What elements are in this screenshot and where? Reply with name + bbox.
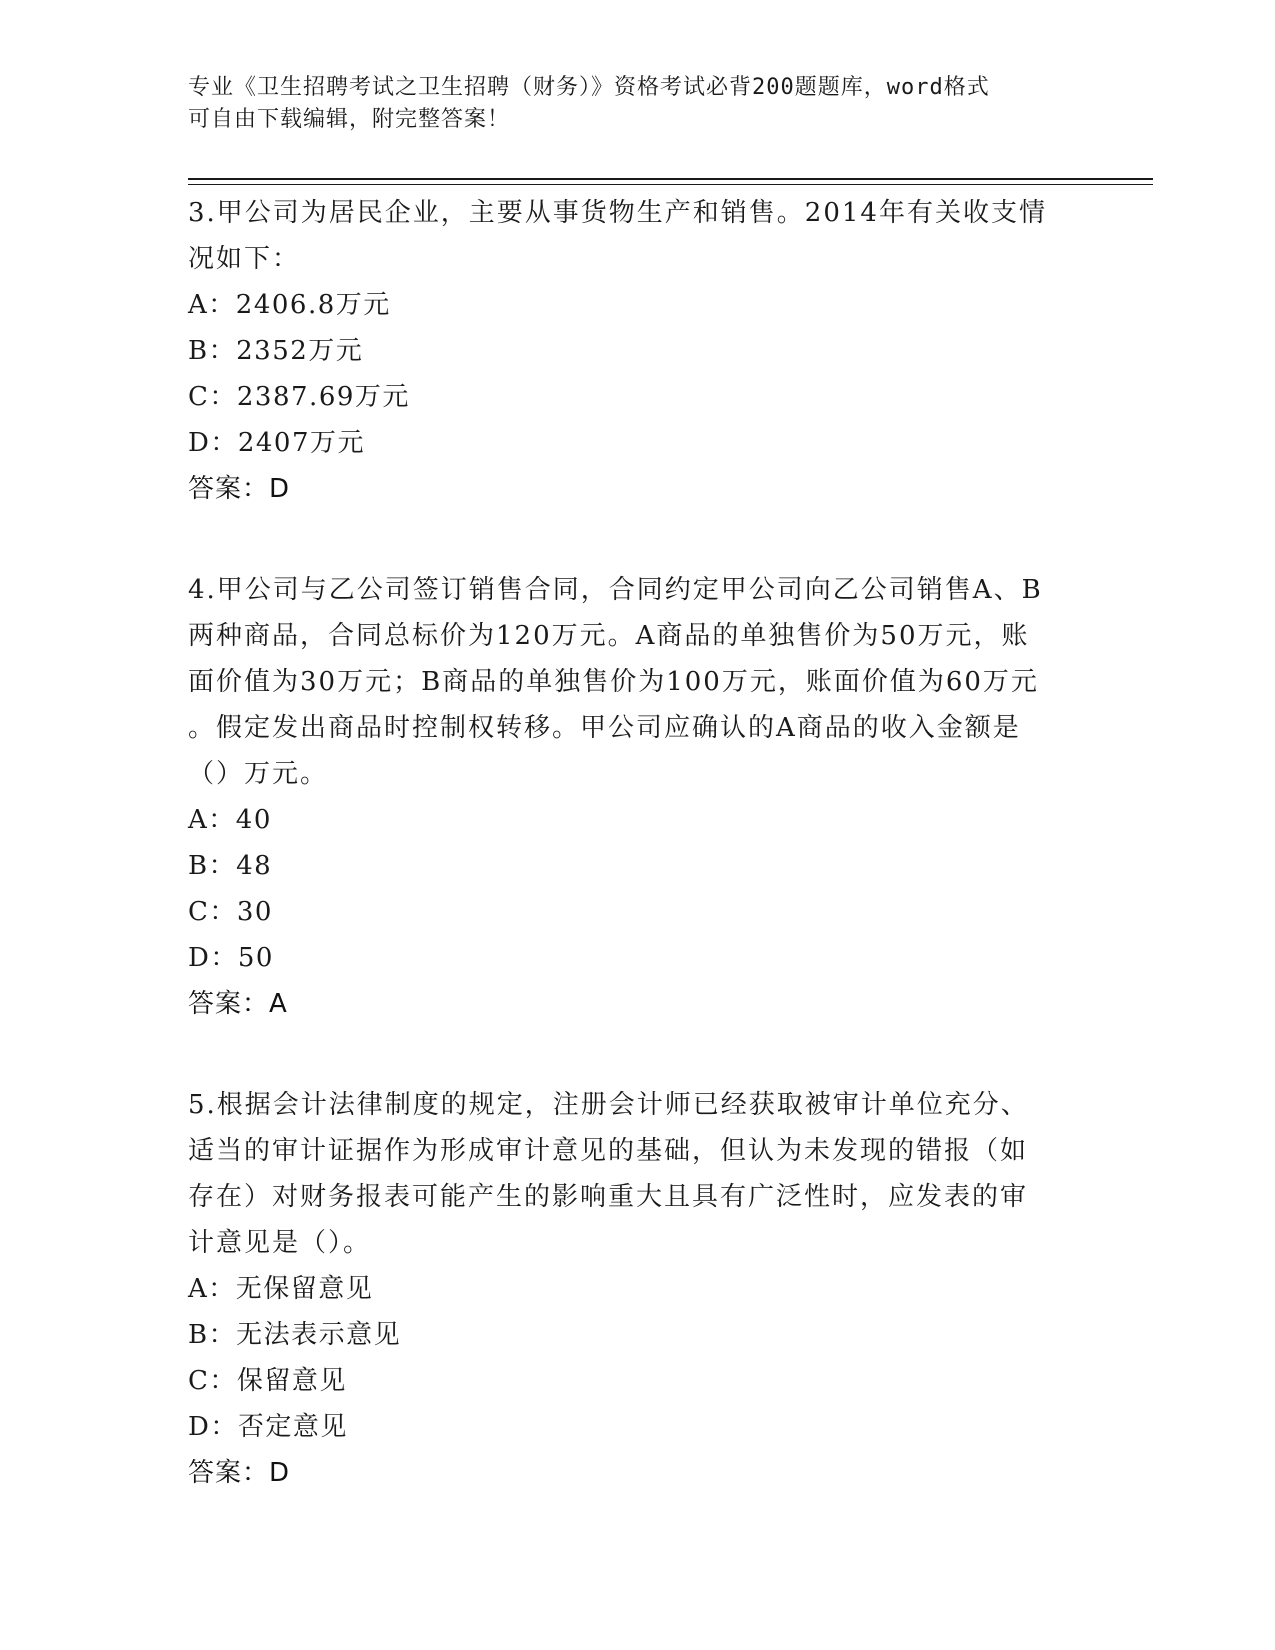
option-b: B：2352万元 [188,336,364,366]
stem-line: 面价值为30万元；B商品的单独售价为100万元，账面价值为60万元 [188,667,1039,697]
question-3 [188,190,1088,512]
question-stem [188,1082,1088,1266]
option-d: D：50 [188,943,274,973]
header-divider-thin [188,184,1153,185]
option-d: D：否定意见 [188,1412,348,1442]
stem-line: 3.甲公司为居民企业，主要从事货物生产和销售。2014年有关收支情 [188,198,1047,228]
answer-line: 答案：D [188,1458,291,1488]
option-a: A：无保留意见 [188,1274,374,1304]
stem-line: 4.甲公司与乙公司签订销售合同，合同约定甲公司向乙公司销售A、B [188,575,1043,605]
option-a: A：40 [188,805,272,835]
header-line: 可自由下载编辑，附完整答案！ [188,107,511,132]
option-d: D：2407万元 [188,428,366,458]
option-c: C：30 [188,897,273,927]
stem-line: 5.根据会计法律制度的规定，注册会计师已经获取被审计单位充分、 [188,1090,1029,1120]
stem-line: 。假定发出商品时控制权转移。甲公司应确认的A商品的收入金额是 [188,713,1021,743]
question-5 [188,1082,1088,1496]
question-stem [188,567,1088,797]
option-b: B：48 [188,851,273,881]
stem-line: 存在）对财务报表可能产生的影响重大且具有广泛性时，应发表的审 [188,1182,1029,1212]
stem-line: 两种商品，合同总标价为120万元。A商品的单独售价为50万元，账 [188,621,1030,651]
question-list [188,190,1088,1551]
option-a: A：2406.8万元 [188,290,391,320]
option-c: C：2387.69万元 [188,382,410,412]
answer-line: 答案：A [188,989,288,1019]
header-line: 专业《卫生招聘考试之卫生招聘（财务）》资格考试必背200题题库，word格式 [188,75,990,100]
answer-line: 答案：D [188,474,291,504]
stem-line: （）万元。 [188,759,329,789]
stem-line: 况如下： [188,244,301,274]
option-b: B：无法表示意见 [188,1320,402,1350]
stem-line: 计意见是（）。 [188,1228,372,1258]
option-c: C：保留意见 [188,1366,347,1396]
document-header [188,72,1088,136]
header-divider-thick [188,178,1153,180]
question-stem [188,190,1088,282]
question-4 [188,567,1088,1027]
stem-line: 适当的审计证据作为形成审计意见的基础，但认为未发现的错报（如 [188,1136,1029,1166]
